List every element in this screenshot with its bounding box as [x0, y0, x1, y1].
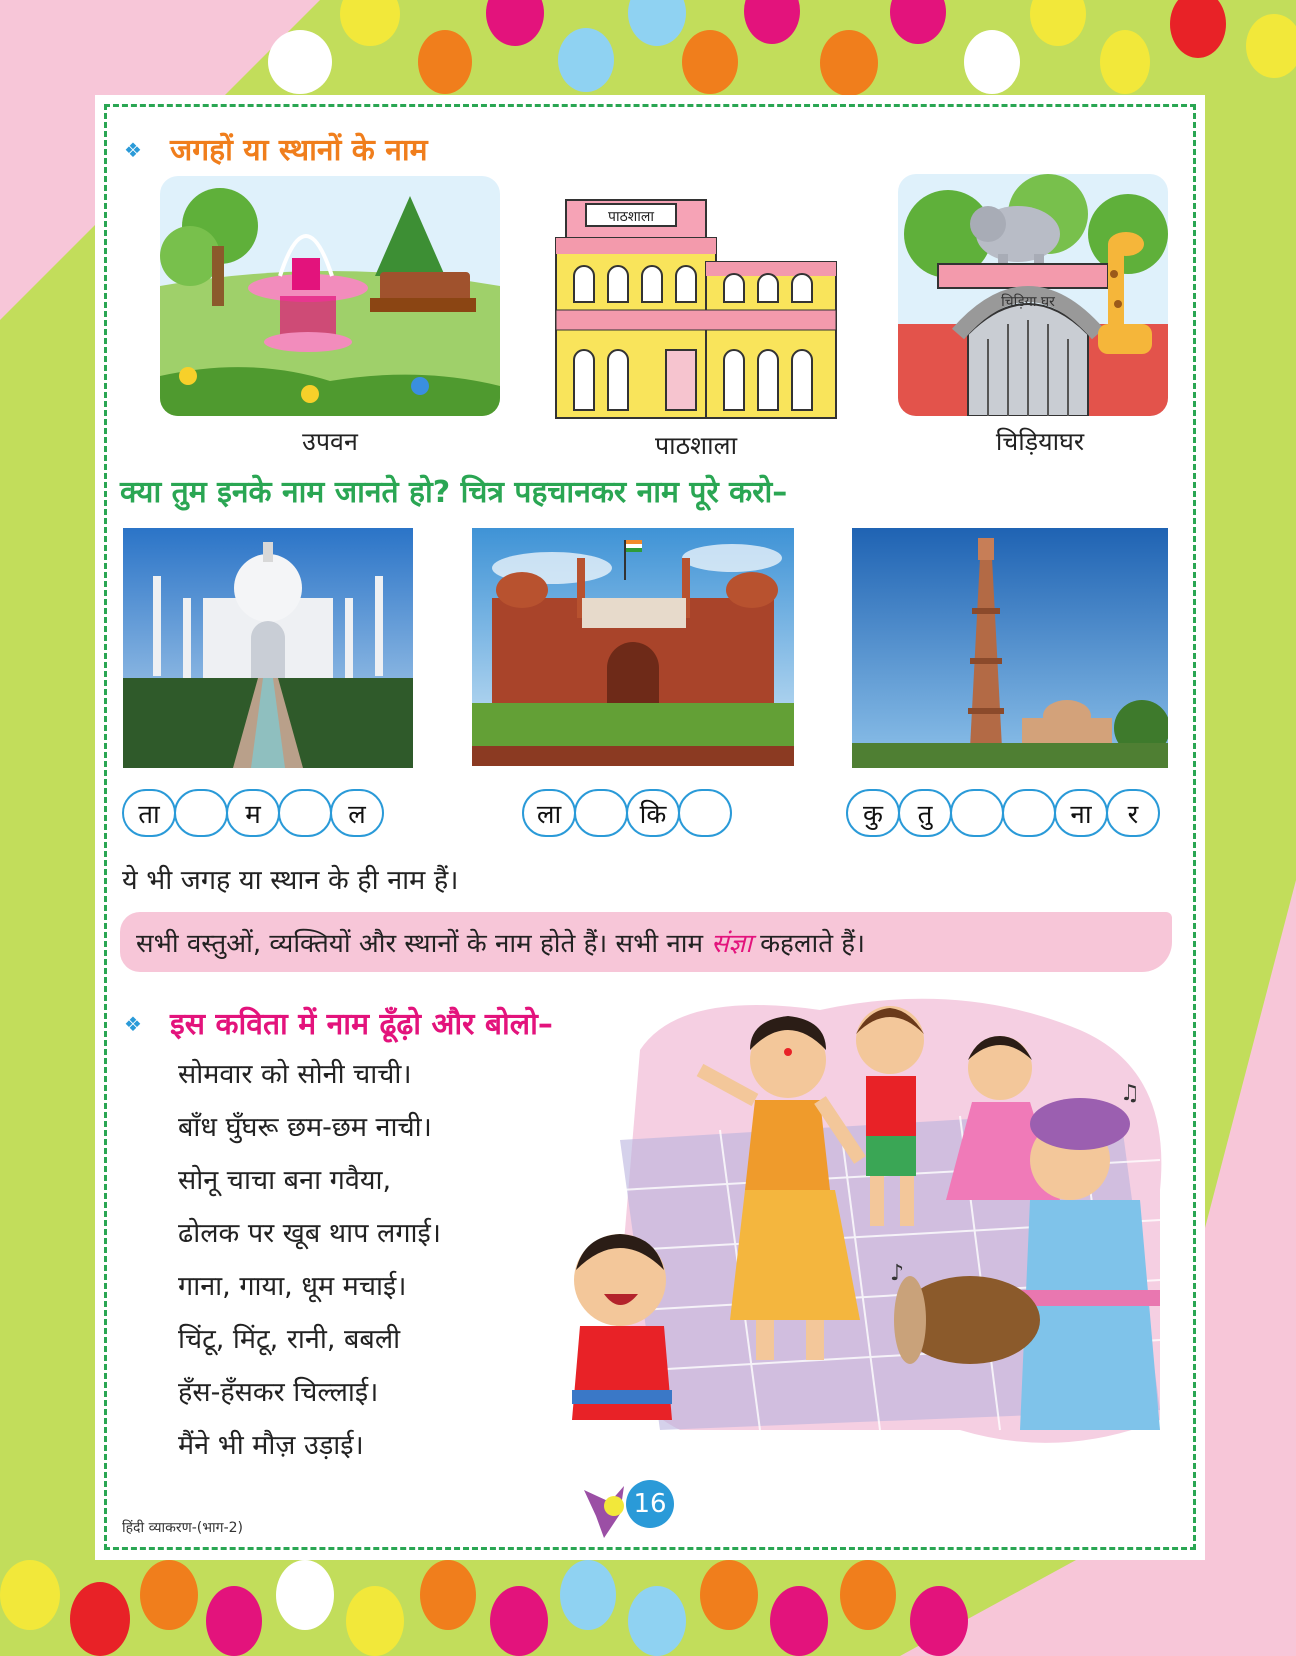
places-heading: जगहों या स्थानों के नाम	[170, 133, 428, 168]
dancing-family-illustration	[560, 990, 1172, 1470]
letter-cell: र	[1106, 789, 1160, 837]
banner-text-after: कहलाते हैं।	[760, 929, 865, 959]
letter-input-cell[interactable]	[174, 789, 228, 837]
banner-highlight: संज्ञा	[711, 929, 753, 959]
letter-row-taj-mahal	[122, 789, 382, 837]
question-heading: क्या तुम इनके नाम जानते हो? चित्र पहचानकर नाम पूरे करो–	[120, 475, 788, 510]
letter-row-red-fort	[522, 789, 730, 837]
garden-fountain-illustration	[160, 176, 500, 416]
letter-input-cell[interactable]	[1002, 789, 1056, 837]
letter-cell: तु	[898, 789, 952, 837]
letter-cell: ता	[122, 789, 176, 837]
svg-text:♫: ♫	[1120, 1081, 1140, 1106]
letter-input-cell[interactable]	[574, 789, 628, 837]
page-number: 16	[626, 1480, 674, 1528]
poem-line: बाँध घुँघरू छम-छम नाची।	[178, 1112, 432, 1143]
zoo-gate-text: चिड़िया घर	[1001, 294, 1055, 310]
letter-cell: ला	[522, 789, 576, 837]
letter-cell: कु	[846, 789, 900, 837]
poem-line: ढोलक पर खूब थाप लगाई।	[178, 1218, 442, 1249]
banner-text-before: सभी वस्तुओं, व्यक्तियों और स्थानों के नाम होते हैं। सभी नाम	[136, 929, 704, 959]
red-fort-photo	[472, 528, 794, 766]
school-building-illustration	[546, 190, 846, 422]
star-icon	[580, 1482, 628, 1540]
bullet-icon: ❖	[124, 138, 142, 162]
poem-line: सोनू चाचा बना गवैया,	[178, 1165, 392, 1196]
poem-line: सोमवार को सोनी चाची।	[178, 1059, 412, 1090]
caption-garden: उपवन	[302, 427, 358, 456]
svg-text:♪: ♪	[890, 1261, 905, 1286]
letter-cell: ना	[1054, 789, 1108, 837]
letter-cell: म	[226, 789, 280, 837]
letter-input-cell[interactable]	[278, 789, 332, 837]
taj-mahal-photo	[123, 528, 413, 768]
poem-line: मैंने भी मौज़ उड़ाई।	[178, 1430, 364, 1461]
caption-zoo: चिड़ियाघर	[995, 427, 1085, 456]
qutub-minar-photo	[852, 528, 1168, 768]
note-text: ये भी जगह या स्थान के ही नाम हैं।	[122, 865, 459, 896]
poem-heading: इस कविता में नाम ढूँढ़ो और बोलो–	[170, 1007, 553, 1042]
caption-school: पाठशाला	[654, 431, 738, 460]
poem-line: हँस-हँसकर चिल्लाई।	[178, 1377, 379, 1408]
zoo-gate-illustration	[898, 174, 1168, 416]
letter-cell: कि	[626, 789, 680, 837]
poem	[178, 1048, 441, 1472]
letter-cell: ल	[330, 789, 384, 837]
letter-row-qutub-minar	[846, 789, 1158, 837]
book-title: हिंदी व्याकरण-(भाग-2)	[122, 1520, 243, 1536]
letter-input-cell[interactable]	[950, 789, 1004, 837]
poem-line: गाना, गाया, धूम मचाई।	[178, 1271, 407, 1302]
definition-banner	[120, 912, 1172, 972]
school-sign-text: पाठशाला	[608, 209, 654, 225]
poem-line: चिंटू, मिंटू, रानी, बबली	[178, 1324, 401, 1355]
bullet-icon: ❖	[124, 1012, 142, 1036]
letter-input-cell[interactable]	[678, 789, 732, 837]
